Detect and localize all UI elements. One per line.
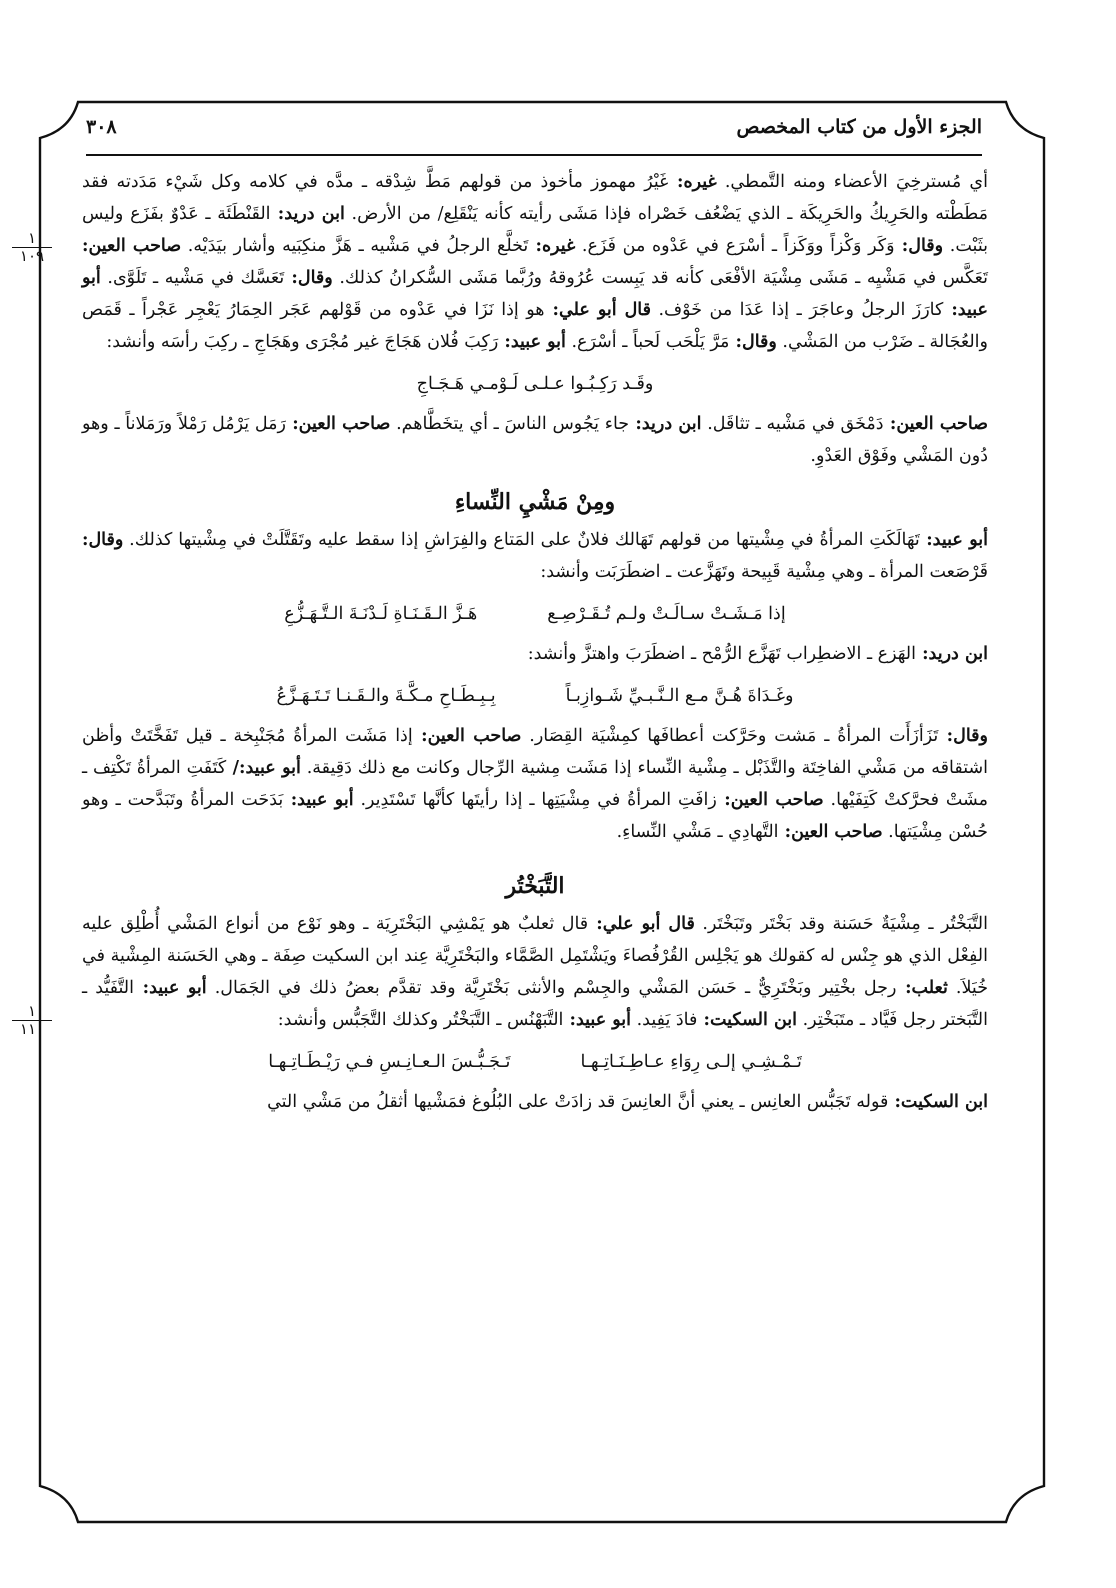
source-label: أبو عبيد:: [563, 1010, 632, 1030]
margin-reference: [12, 230, 52, 265]
body-text: التَّبَهْنُس ـ التَّبَخْتُر وكذلك التَّجَبُّس وأنشد:: [277, 1010, 564, 1030]
page-body: [82, 166, 988, 1118]
verse-second-hemistich: بِـبِـطَـاحِ مـكَّـةَ والـقَـنـا تَـتَـهَـزَّعُ: [276, 686, 496, 706]
body-text: بَدَحَت المرأةُ وتَبَدَّحت ـ وهو حُسْن مِشْيَتها.: [82, 790, 988, 842]
source-label: ابن دريد:: [916, 644, 988, 664]
source-label: وقال:: [284, 268, 333, 288]
margin-reference: [12, 1003, 52, 1038]
paragraph: [82, 908, 988, 1036]
body-text: التَّفَيُّد ـ التَّبَختر رجل فَيَّاد ـ متَبَخْتِر.: [82, 978, 988, 1030]
source-label: ابن دريد:: [270, 204, 345, 224]
source-label: ابن السكيت:: [697, 1010, 798, 1030]
page-header: [86, 112, 982, 152]
body-text: تَهَالَكَتِ المرأةُ في مِشْيتها من قولهم تَهَالك فلانٌ على المَتاع والفِرَاشِ إذا سقط عليه وتَقَتَّلَتْ في مِشْيتها كذلك.: [123, 530, 920, 550]
verse-first-hemistich: وغَـدَاةَ هُـنَّ مـع الـنَّـبـيِّ شَـوازِبـاً: [565, 686, 794, 706]
body-text: رجل بخْتِير وبَخْتَرِيٌّ ـ حَسَن المَشْي والجِسْم والأنثى بَخْتَرِيَّة وقد تقدَّم بعضُ ذلك في الجَمَال.: [206, 978, 897, 998]
source-label: ابن دريد:: [629, 414, 702, 434]
source-label: صاحب العين:: [82, 236, 182, 256]
source-label: أبو عبيد:: [134, 978, 207, 998]
source-label: صاحب العين:: [778, 822, 883, 842]
source-label: ثعلب:: [896, 978, 948, 998]
source-label: صاحب العين:: [285, 414, 391, 434]
body-text: قَرْصَعت المرأة ـ وهي مِشْية قَبِيحة وتَهَزَّعت ـ اضطَرَبَت وأنشد:: [540, 562, 988, 582]
body-text: التَّهادِي ـ مَشْي النِّساءِ.: [616, 822, 779, 842]
body-text: تَعَكَّس في مَشْيِه ـ مَشَى مِشْيَة الأفْعَى كأنه قد يَبِست عُرُوقهُ ورُبَّما مَشَى السُّكرانُ كذلك.: [332, 268, 988, 288]
verse-first-hemistich: إذا مَـشَـتْ سـالَـتْ ولـم تُـقَـرْصِـع: [547, 604, 786, 624]
body-text: الهَزع ـ الاضطِراب تَهَزَّع الرُّمْح ـ اضطَرَبَ واهتزَّ وأنشد:: [527, 644, 916, 664]
verse-second-hemistich: هَـزَّ الـقَـنَـاةِ لَـدْنَـةَ الـتَّـهَـزُّعِ: [284, 604, 478, 624]
source-label: وقال:: [938, 726, 988, 746]
body-text: تَعَسَّك في مَشْيه ـ تَلَوَّى.: [100, 268, 285, 288]
verse-second-hemistich: تَـجَـبُّـسَ الـعـانِـسِ فـي رَيْـطَـاتِـهـا: [268, 1052, 511, 1072]
verse-line: وقَـد رَكِـبُـوا عـلـى لَـوْمـي هَـجَـاجِ: [416, 374, 654, 394]
body-text: وَكَر وَكْزاً ووَكَزاً ـ أسْرَع في عَدْوه من فَزَع.: [575, 236, 895, 256]
body-text: تَزَأزَأَت المرأةُ ـ مَشت وحَرَّكت أعطافَها كمِشْيَة القِصَار.: [521, 726, 939, 746]
body-text: رَكِبَ فُلان هَجَاجَ غير مُجْرَى وهَجَاجِ ـ ركِبَ رأسَه وأنشد:: [106, 332, 499, 352]
body-text: كارَزَ الرجلُ وعاجَرَ ـ إذا عَدَا من خَوْف.: [651, 300, 944, 320]
source-label: أبو عبيد:: [283, 790, 354, 810]
source-label: صاحب العين:: [883, 414, 989, 434]
source-label: أبو عبيد:: [919, 530, 989, 550]
source-label: غيره:: [528, 236, 576, 256]
source-label: صاحب العين:: [412, 726, 522, 746]
body-text: فادَ يَفِيد.: [631, 1010, 698, 1030]
source-label: صاحب العين:: [716, 790, 824, 810]
source-label: أبو عبيد:/: [226, 758, 301, 778]
paragraph: [82, 524, 988, 588]
source-label: وقال:: [82, 530, 124, 550]
source-label: وقال:: [894, 236, 944, 256]
body-text: إذا مَشَت المرأةُ مُجَنْبِخة ـ قيل تَفَخَّتَتْ وأظن اشتقاقه من مَشْي الفاخِتَة والتَّذَبْل ـ مِشْية النِّساء إذا مَشَت مِشية الرِّجال وكانت مع ذلك دَقِيقة.: [82, 726, 988, 778]
paragraph: [82, 1086, 988, 1118]
source-label: أبو عبيد:: [498, 332, 566, 352]
body-text: القَنْطَئَة ـ عَدْوٌ بفَزَع وليس بثَبْت.: [82, 204, 988, 256]
paragraph: [82, 408, 988, 472]
verse-couplet: [82, 598, 988, 630]
verse-couplet: [82, 680, 988, 712]
body-text: قوله تَجَبُّس العانِس ـ يعني أنَّ العانِسَ قد زادَتْ على البُلُوغ فمَشْيها أثقلُ من مَشْي التي: [267, 1092, 889, 1112]
body-text: دَمْخَق في مَشْيه ـ تثاقَل.: [701, 414, 884, 434]
section-heading: ومِنْ مَشْيِ النِّساءِ: [454, 489, 616, 515]
source-label: قال أبو علي:: [544, 300, 651, 320]
paragraph: [82, 166, 988, 358]
running-title: الجزء الأول من كتاب المخصص: [736, 116, 982, 138]
body-text: أي مُسترخِيَ الأعضاء ومنه التَّمطي.: [716, 172, 988, 192]
body-text: رَمَل يَرْمُل رَمْلاً ورَمَلاناً ـ وهو دُون المَشْي وفَوْق العَدْوِ.: [82, 414, 988, 466]
page-number: ٣٠٨: [86, 116, 117, 138]
source-label: وقال:: [729, 332, 777, 352]
section-heading: التَّبَخْتُر: [505, 873, 565, 899]
paragraph: [82, 638, 988, 670]
margin-reference-volume: ١: [27, 1002, 37, 1020]
source-label: ابن السكيت:: [888, 1092, 988, 1112]
source-label: غيره:: [668, 172, 717, 192]
body-text: هو إذا نَزَا في عَدْوه من قَوْلهم عَجَر الحِمَارُ يَعْجِر عَجْراً ـ قَمَص والعُجَالة ـ ضَرْب من المَشْي.: [82, 300, 988, 352]
verse-couplet: [82, 1046, 988, 1078]
source-label: أبو عبيد:: [82, 268, 988, 320]
body-text: كَتَفَتِ المرأةُ تَكْتِف ـ مشَتْ فحرَّكتْ كَتِفَيْها.: [82, 758, 989, 810]
margin-reference-volume: ١: [27, 229, 37, 247]
body-text: جاء يَجُوس الناسَ ـ أي يتخَطَّاهم.: [390, 414, 630, 434]
source-label: قال أبو علي:: [588, 914, 695, 934]
paragraph: [82, 720, 988, 848]
margin-reference-page: ١٠٩: [12, 247, 52, 265]
body-text: قال ثعلبٌ هو يَمْشِي البَخْتَرِيَة ـ وهو نَوْع من أنواع المَشْي أُطْلِق عليه الفِعْل الذي هو جِنْس له كقولك هو يَجْلِس القُرْفُصاءَ ويَشْتَمِل الصَّمَّاء والبَخْتَرِيَّة عِند ابن السكيت صِفَة ـ وهي الحَسَنة المِشْية في خُيَلاَ.: [82, 914, 989, 998]
header-rule: [86, 154, 982, 156]
body-text: مَرَّ يَلْحَب لَحباً ـ أسْرَع.: [565, 332, 730, 352]
margin-reference-page: ١١٠: [12, 1020, 52, 1038]
body-text: زافَتِ المرأةُ في مِشْيَتِها ـ إذا رأيتَها كأنَّها تَسْتَدِير.: [353, 790, 717, 810]
body-text: تَخلَّع الرجلُ في مَشْيه ـ هَزَّ منكِبَيه وأشار بيَدَيْه.: [181, 236, 529, 256]
body-text: التَّبَخْتُر ـ مِشْيَةٌ حَسَنة وقد بَخْتَر وتَبَخْتَر.: [694, 914, 988, 934]
verse-first-hemistich: تَـمْـشِـي إلـى رِوَاءِ عـاطِـنَـاتِـهـا: [580, 1052, 802, 1072]
body-text: غَيْرُ مهموز مأخوذ من قولهم مَطَّ شِدْقه ـ مدَّه في كلامه وكل شَيْء مَدَدته فقد مَطَطْته والحَرِيكُ والحَرِيكَة ـ الذي يَضْعُف خَصْراه فإذا مَشَى رأيته كأنه يَنْقَلِع/ من الأرض.: [82, 172, 989, 224]
